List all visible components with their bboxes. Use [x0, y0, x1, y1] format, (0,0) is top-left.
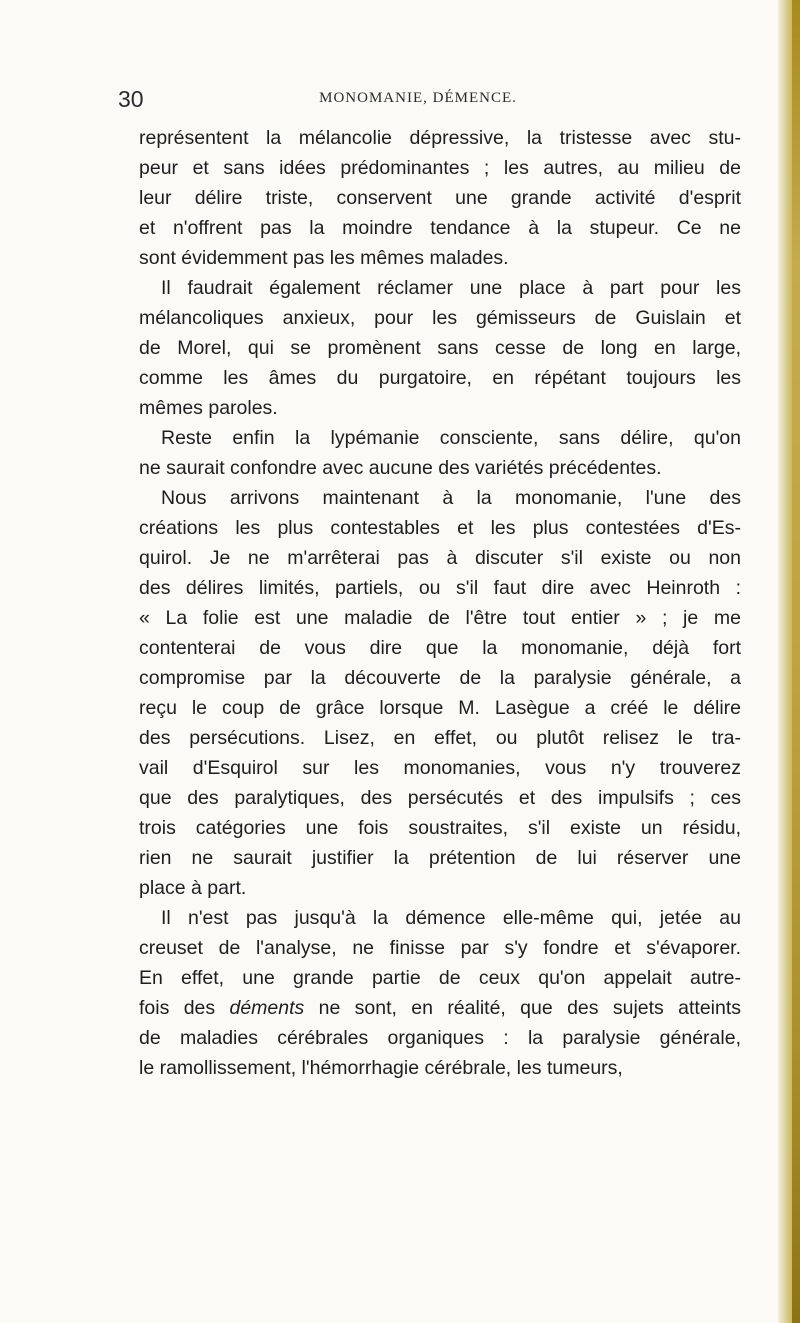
italic-word: déments: [229, 997, 305, 1019]
page-number: 30: [118, 86, 144, 112]
text-line: de maladies cérébrales organiques : la paralysie générale,: [139, 1027, 741, 1049]
text-line: comme les âmes du purgatoire, en répétant toujours les: [139, 367, 741, 389]
text-line: des délires limités, partiels, ou s'il faut dire avec Heinroth :: [139, 577, 741, 599]
text-line: représentent la mélancolie dépressive, la tristesse avec stu-: [139, 127, 741, 149]
text-line: Il n'est pas jusqu'à la démence elle-même qui, jetée au: [161, 907, 741, 929]
text-line: peur et sans idées prédominantes ; les autres, au milieu de: [139, 157, 741, 179]
text-segment: ne sont, en réalité, que des sujets atteints: [304, 997, 742, 1019]
text-line: Il faudrait également réclamer une place à part pour les: [161, 277, 741, 299]
text-line: En effet, une grande partie de ceux qu'on appelait autre-: [139, 967, 741, 989]
text-line: quirol. Je ne m'arrêterai pas à discuter s'il existe ou non: [139, 547, 741, 569]
text-line: compromise par la découverte de la paralysie générale, a: [139, 667, 741, 689]
text-line: creuset de l'analyse, ne finisse par s'y fondre et s'évaporer.: [139, 937, 741, 959]
text-line: vail d'Esquirol sur les monomanies, vous n'y trouverez: [139, 757, 741, 779]
text-line: de Morel, qui se promènent sans cesse de long en large,: [139, 337, 741, 359]
text-line: que des paralytiques, des persécutés et des impulsifs ; ces: [139, 787, 741, 809]
text-line: rien ne saurait justifier la prétention de lui réserver une: [139, 847, 741, 869]
text-line: sont évidemment pas les mêmes malades.: [139, 247, 509, 269]
text-line: et n'offrent pas la moindre tendance à la stupeur. Ce ne: [139, 217, 741, 239]
text-line: le ramollissement, l'hémorrhagie cérébrale, les tumeurs,: [139, 1057, 623, 1079]
page-header: [118, 86, 718, 116]
text-line: place à part.: [139, 877, 247, 899]
text-line: « La folie est une maladie de l'être tout entier » ; je me: [139, 607, 741, 629]
text-line: Nous arrivons maintenant à la monomanie, l'une des: [161, 487, 741, 509]
text-line: des persécutions. Lisez, en effet, ou plutôt relisez le tra-: [139, 727, 741, 749]
running-title: MONOMANIE, DÉMENCE.: [319, 90, 517, 106]
page-edge-shadow: [792, 0, 800, 1323]
body-text: [139, 123, 741, 1083]
text-line: mélancoliques anxieux, pour les gémisseurs de Guislain et: [139, 307, 741, 329]
text-line: reçu le coup de grâce lorsque M. Lasègue a créé le délire: [139, 697, 741, 719]
text-line: mêmes paroles.: [139, 397, 278, 419]
text-line: Reste enfin la lypémanie consciente, sans délire, qu'on: [161, 427, 741, 449]
text-line: trois catégories une fois soustraites, s'il existe un résidu,: [139, 817, 741, 839]
text-line: leur délire triste, conservent une grande activité d'esprit: [139, 187, 741, 209]
text-line: ne saurait confondre avec aucune des variétés précédentes.: [139, 457, 662, 479]
text-line: contenterai de vous dire que la monomanie, déjà fort: [139, 637, 741, 659]
text-line: créations les plus contestables et les plus contestées d'Es-: [139, 517, 741, 539]
text-segment: fois des: [139, 997, 230, 1019]
text-line-with-italic: [139, 993, 741, 1023]
